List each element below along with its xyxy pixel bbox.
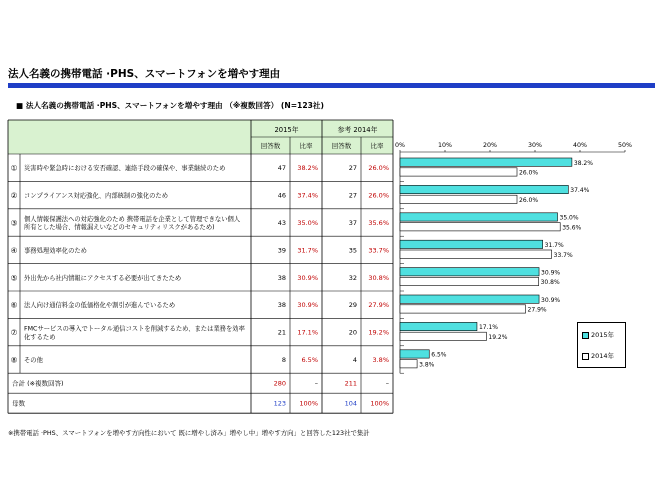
base-count-2015: 123 <box>273 399 286 408</box>
rate-2015: 30.9% <box>297 273 318 282</box>
rate-2014: 27.9% <box>368 301 389 310</box>
row-label: FMCサービスの導入でトータル通信コストを削減するため、または業務を効率 <box>24 325 245 333</box>
legend-label-2014: 2014年 <box>591 352 615 360</box>
bar-data-label: 30.9% <box>541 269 561 277</box>
bar-2014年 <box>400 168 517 176</box>
row-number: ⑥ <box>10 300 18 310</box>
count-2015: 38 <box>277 301 286 310</box>
row-number: ⑦ <box>10 328 18 338</box>
count-2015: 43 <box>277 219 286 227</box>
chart-legend <box>577 322 626 368</box>
header-count-2014: 回答数 <box>331 142 352 150</box>
bar-data-label: 17.1% <box>478 324 499 332</box>
row-label: 法人向け通信料金の低価格化や割引が進んでいるため <box>24 302 176 310</box>
rate-2015: 6.5% <box>301 356 318 364</box>
rate-2014: 3.8% <box>372 356 389 364</box>
count-2014: 20 <box>348 328 357 337</box>
row-number: ③ <box>10 218 18 228</box>
count-2015: 39 <box>277 246 286 255</box>
row-label: 災害時や緊急時における安否確認、連絡手段の確保や、事業継続のため <box>24 165 226 173</box>
header-rate-2014: 比率 <box>370 142 384 150</box>
header-rate-2015: 比率 <box>299 142 313 150</box>
row-label: 外出先から社内情報にアクセスする必要が出てきたため <box>24 274 182 282</box>
bar-data-label: 35.6% <box>562 224 582 232</box>
bar-2015年 <box>400 322 477 330</box>
x-tick-label: 30% <box>528 142 542 149</box>
bar-data-label: 3.8% <box>419 361 435 369</box>
row-number: ① <box>10 163 18 173</box>
rate-2015: 38.2% <box>297 164 318 173</box>
chart-subtitle: ■ 法人名義の携帯電話 ·PHS、スマートフォンを増やす理由 （※複数回答） (N=123社) <box>16 101 324 110</box>
bar-data-label: 19.2% <box>488 334 508 341</box>
bar-2014年 <box>400 195 517 203</box>
base-label: 母数 <box>12 399 25 408</box>
count-2014: 4 <box>352 356 357 364</box>
bar-2014年 <box>400 305 526 313</box>
count-2015: 38 <box>277 273 286 282</box>
bar-data-label: 30.9% <box>541 296 561 304</box>
count-2015: 21 <box>277 328 286 337</box>
base-rate-2015: 100% <box>299 399 318 408</box>
rate-2014: 19.2% <box>368 328 389 337</box>
rate-2014: 30.8% <box>368 273 389 282</box>
total-count-2015: 280 <box>273 379 286 388</box>
bar-2015年 <box>400 268 539 276</box>
legend-swatch-2015 <box>582 332 589 339</box>
bar-data-label: 33.7% <box>553 251 573 259</box>
count-2014: 35 <box>348 246 357 255</box>
count-2015: 47 <box>277 164 286 173</box>
count-2014: 32 <box>348 273 357 282</box>
rate-2015: 17.1% <box>297 328 318 337</box>
rate-2014: 26.0% <box>368 191 389 200</box>
row-label: 所有とした場合、情報漏えいなどのセキュリティリスクがあるため) <box>24 224 215 232</box>
count-2014: 27 <box>348 164 357 173</box>
bar-data-label: 30.8% <box>540 279 560 287</box>
bar-data-label: 31.7% <box>544 242 564 249</box>
rate-2015: 37.4% <box>297 191 318 200</box>
x-tick-label: 0% <box>395 142 405 149</box>
bar-2014年 <box>400 332 486 340</box>
bar-2014年 <box>400 360 417 368</box>
rate-2014: 33.7% <box>368 246 389 255</box>
bar-data-label: 26.0% <box>519 169 539 177</box>
x-tick-label: 10% <box>438 142 452 149</box>
row-number: ④ <box>10 245 18 255</box>
bar-2015年 <box>400 185 568 193</box>
bar-data-label: 26.0% <box>519 197 539 204</box>
row-label: 事務処理効率化のため <box>24 247 87 255</box>
page-title: 法人名義の携帯電話 ·PHS、スマートフォンを増やす理由 <box>8 68 281 80</box>
count-2015: 8 <box>281 356 286 364</box>
count-2014: 37 <box>348 219 357 227</box>
bar-data-label: 35.0% <box>559 214 579 222</box>
count-2014: 29 <box>348 301 357 310</box>
base-rate-2014: 100% <box>370 399 389 408</box>
base-count-2014: 104 <box>344 399 357 408</box>
rate-2014: 26.0% <box>368 164 389 173</box>
header-count-2015: 回答数 <box>260 142 281 150</box>
row-label: 化するため <box>24 333 56 341</box>
bar-2014年 <box>400 223 560 231</box>
header-2014: 参考 2014年 <box>337 126 378 134</box>
count-2014: 27 <box>348 191 357 200</box>
bar-data-label: 38.2% <box>573 159 593 167</box>
rate-2015: 31.7% <box>297 246 318 255</box>
footnote: ※携帯電話 ·PHS、スマートフォンを増やす方向性において 既に増やし済み」増やし中」増やす方向」と回答した123社で集計 <box>8 429 370 437</box>
row-number: ⑤ <box>10 273 18 283</box>
bar-data-label: 27.9% <box>527 306 547 314</box>
bar-data-label: 37.4% <box>570 187 590 195</box>
row-label: その他 <box>24 357 43 364</box>
rate-2015: 30.9% <box>297 301 318 310</box>
total-rate-2015: – <box>314 379 318 388</box>
legend-swatch-2014 <box>582 353 589 360</box>
rate-2015: 35.0% <box>297 219 318 227</box>
bar-2014年 <box>400 277 539 285</box>
row-label: 個人情報保護法への対応強化のため 携帯電話を企業として管理できない個人 <box>24 215 241 223</box>
bar-2015年 <box>400 295 539 303</box>
total-count-2014: 211 <box>344 379 357 388</box>
bar-2014年 <box>400 250 552 258</box>
row-number: ② <box>10 191 18 201</box>
legend-item-2015 <box>582 330 614 339</box>
total-label: 合計 (※複数回答) <box>12 379 64 388</box>
header-2015: 2015年 <box>274 126 299 134</box>
bar-2015年 <box>400 158 572 166</box>
count-2015: 46 <box>277 191 286 200</box>
x-tick-label: 50% <box>618 142 632 149</box>
legend-item-2014 <box>582 351 614 360</box>
bar-2015年 <box>400 240 543 248</box>
row-label: コンプライアンス対応強化、内部統制の強化のため <box>24 192 169 200</box>
x-tick-label: 40% <box>573 142 587 149</box>
x-tick-label: 20% <box>483 142 497 149</box>
rate-2014: 35.6% <box>368 219 389 227</box>
legend-label-2015: 2015年 <box>591 331 615 339</box>
total-rate-2014: – <box>385 379 389 388</box>
bar-data-label: 6.5% <box>431 351 447 359</box>
row-number: ⑧ <box>10 355 18 365</box>
bar-2015年 <box>400 213 558 221</box>
bar-2015年 <box>400 350 429 358</box>
